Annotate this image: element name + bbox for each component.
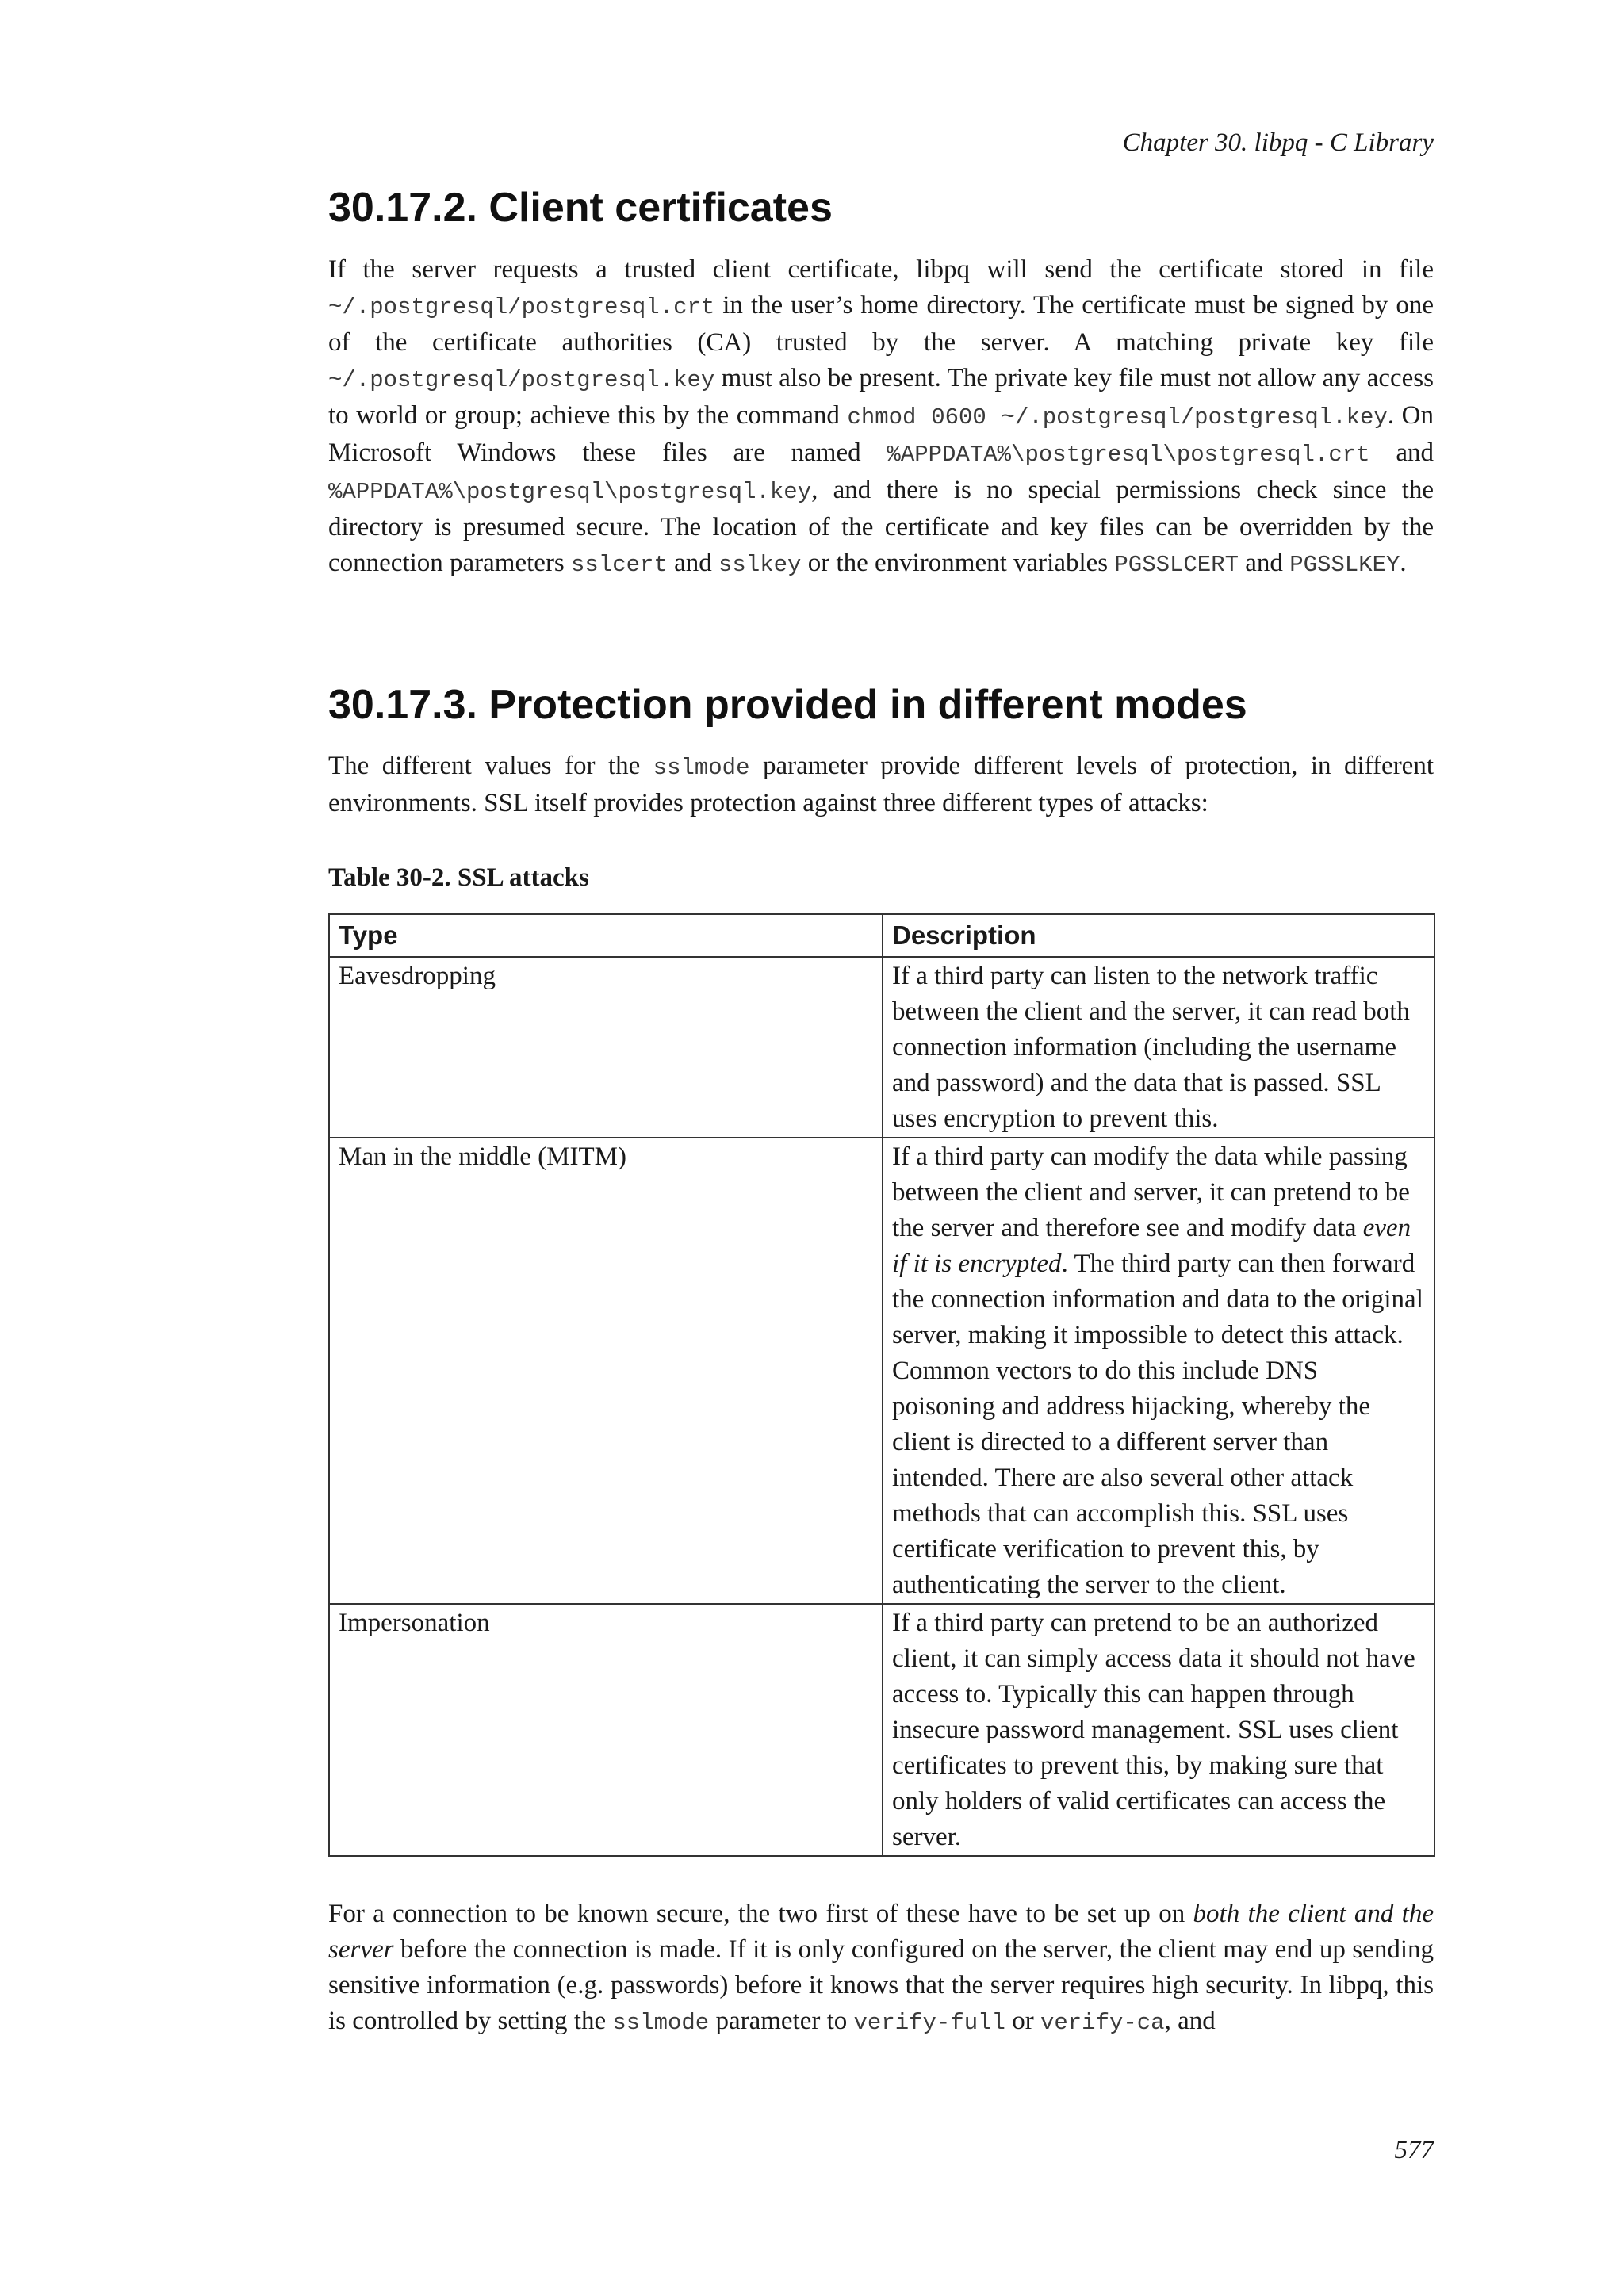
cell-description — [883, 1604, 1434, 1856]
text-run: in the user’s home directory. The certificate must be signed by one of the certificate authorities (CA) trusted by the server. A matching private key file — [328, 291, 1434, 357]
file-path-code: ~/.postgresql/postgresql.key — [328, 367, 715, 393]
text-run: before the connection is made. If it is only configured on the server, the client may end up sending sensitive information (e.g. passwords) before it knows that the server requires high security. In libpq, this is controlled by setting the — [328, 1935, 1434, 2035]
text-run: parameter provide different levels of protection, in different environments. SSL itself provides protection against three different types of attacks: — [328, 752, 1434, 817]
table-row — [329, 957, 1434, 1138]
paragraph-connection-security — [328, 1896, 1434, 2041]
text-run: parameter to — [709, 2007, 854, 2035]
table-row — [329, 1604, 1434, 1856]
table-header-row — [329, 914, 1434, 957]
column-header-type: Type — [329, 914, 883, 957]
cell-type: Impersonation — [329, 1604, 883, 1856]
file-path-code: %APPDATA%\postgresql\postgresql.key — [328, 479, 812, 505]
text-run: The different values for the — [328, 752, 653, 780]
file-path-code: ~/.postgresql/postgresql.crt — [328, 294, 715, 320]
text-run: , and there is no special permissions check since the directory is presumed secure. The location of the certificate and key files can be overridden by the connection parameters — [328, 476, 1434, 577]
text-run: If a third party can modify the data while passing between the client and server, it can pretend to be the server and therefore see and modify data — [892, 1142, 1410, 1242]
table-row — [329, 1138, 1434, 1604]
env-var-code: PGSSLCERT — [1114, 552, 1239, 578]
parameter-code: sslmode — [653, 755, 750, 781]
cell-description — [883, 957, 1434, 1138]
section-heading-client-certificates: 30.17.2. Client certificates — [328, 185, 833, 231]
emphasis-text: both the client and the server — [328, 1900, 1434, 1964]
page-number: 577 — [1394, 2136, 1434, 2164]
table-caption: Table 30-2. SSL attacks — [328, 863, 589, 892]
text-run: . — [1400, 549, 1407, 577]
emphasis-text: even if it is encrypted — [892, 1214, 1411, 1278]
value-code: verify-ca — [1040, 2010, 1165, 2036]
text-run: and — [1239, 549, 1290, 577]
text-run: If a third party can listen to the network traffic between the client and the server, it can read both connection information (including the username and password) and the data that is passed. SSL uses encryption to prevent this. — [892, 962, 1410, 1133]
text-run: must also be present. The private key file must not allow any access to world or group; achieve this by the command — [328, 364, 1434, 430]
ssl-attacks-table — [328, 913, 1435, 1857]
command-code: chmod 0600 ~/.postgresql/postgresql.key — [847, 404, 1388, 430]
text-run: If the server requests a trusted client certificate, libpq will send the certificate stored in file — [328, 255, 1434, 284]
column-header-description: Description — [883, 914, 1434, 957]
text-run: or — [1005, 2007, 1040, 2035]
text-run: , and — [1164, 2007, 1216, 2035]
parameter-code: sslkey — [718, 552, 802, 578]
value-code: verify-full — [853, 2010, 1005, 2036]
paragraph-protection-intro — [328, 748, 1434, 821]
cell-description — [883, 1138, 1434, 1604]
text-run: . On Microsoft Windows these files are named — [328, 401, 1434, 467]
running-header: Chapter 30. libpq - C Library — [1122, 128, 1434, 157]
paragraph-client-certificates — [328, 252, 1434, 583]
text-run: and — [1369, 438, 1434, 467]
text-run: or the environment variables — [801, 549, 1115, 577]
env-var-code: PGSSLKEY — [1289, 552, 1400, 578]
text-run: If a third party can pretend to be an authorized client, it can simply access data it should not have access to. Typically this can happen through insecure password management. SSL uses client certificates to prevent this, by making sure that only holders of valid certificates can access the server. — [892, 1609, 1415, 1851]
parameter-code: sslmode — [612, 2010, 710, 2036]
text-run: . The third party can then forward the connection information and data to the original server, making it impossible to detect this attack. Common vectors to do this include DNS poisoning and address hijacking, whereby the client is directed to a different server than intended. There are also several other attack methods that can accomplish this. SSL uses certificate verification to prevent this, by authenticating the server to the client. — [892, 1249, 1423, 1599]
cell-type: Eavesdropping — [329, 957, 883, 1138]
cell-type: Man in the middle (MITM) — [329, 1138, 883, 1604]
file-path-code: %APPDATA%\postgresql\postgresql.crt — [887, 442, 1370, 468]
section-heading-protection-modes: 30.17.3. Protection provided in different modes — [328, 682, 1247, 728]
text-run: For a connection to be known secure, the two first of these have to be set up on — [328, 1900, 1193, 1928]
text-run: and — [667, 549, 719, 577]
parameter-code: sslcert — [571, 552, 668, 578]
